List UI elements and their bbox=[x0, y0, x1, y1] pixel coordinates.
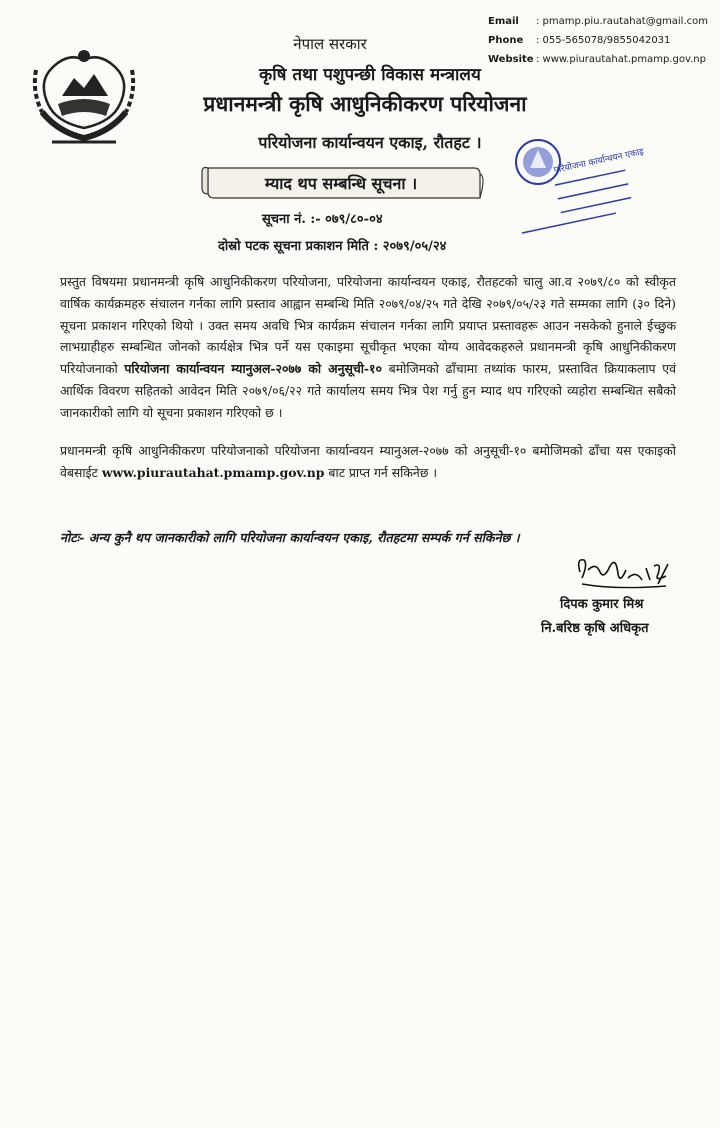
ministry-name: कृषि तथा पशुपन्छी विकास मन्त्रालय bbox=[259, 65, 481, 85]
notice-number: सूचना नं. :- ०७९/८०-०४ bbox=[262, 212, 383, 227]
publish-date: दोस्रो पटक सूचना प्रकाशन मिति : २०७९/०५/२४ bbox=[218, 239, 447, 254]
contact-phone-row bbox=[488, 31, 708, 50]
nepal-emblem-icon bbox=[28, 42, 140, 150]
website-label: Website bbox=[488, 54, 534, 65]
contact-email-row bbox=[488, 12, 708, 31]
project-name: प्रधानमन्त्री कृषि आधुनिकीकरण परियोजना bbox=[203, 91, 527, 116]
paragraph-2-text-a: प्रधानमन्त्री कृषि आधुनिकीकरण परियोजनाको परियोजना कार्यान्वयन म्यानुअल-२०७७ को अनुसूची-१० बमोजिमको ढाँचा यस एकाइको वेबसाईट bbox=[60, 443, 676, 480]
contact-block bbox=[488, 12, 708, 69]
government-name: नेपाल सरकार bbox=[293, 35, 367, 53]
phone-value: : 055-565078/9855042031 bbox=[536, 35, 671, 46]
note-text: नोटः- अन्य कुनै थप जानकारीको लागि परियोजना कार्यान्वयन एकाइ, रौतहटमा सम्पर्क गर्न सकिनेछ । bbox=[60, 530, 520, 545]
handwritten-signature bbox=[566, 550, 676, 592]
email-value[interactable]: : pmamp.piu.rautahat@gmail.com bbox=[536, 16, 708, 27]
paragraph-1-text-a: प्रस्तुत विषयमा प्रधानमन्त्री कृषि आधुनिकीकरण परियोजना, परियोजना कार्यान्वयन एकाइ, रौतहटको चालु आ.व २०७९/८० को स्वीकृत वार्षिक कार्यक्रमहरु संचालन गर्नका लागि प्रस्ताव आह्वान सम्बन्धि मिति २०७९/०४/२५ गते देखि २०७९/०५/२३ गते सम्मका लागि (३० दिने) सूचना प्रकाशन गरिएको थियो । उक्त समय अवधि भित्र कार्यक्रम संचालन गर्नका लागि प्रयाप्त प्रस्तावहरू आउन नसकेको हुनाले ईच्छुक लाभग्राहीहरु सम्बन्धित जोनको कार्यक्षेत्र भित्र पर्ने यस एकाइमा सूचीकृत भएका योग्य आवेदकहरुले प्रधानमन्त्री कृषि आधुनिकीकरण परियोजनाको bbox=[60, 274, 676, 377]
paragraph-1-bold: परियोजना कार्यान्वयन म्यानुअल-२०७७ को अनुसूची-१० bbox=[124, 361, 382, 377]
notice-title: म्याद थप सम्बन्धि सूचना । bbox=[264, 174, 418, 193]
signer-name: दिपक कुमार मिश्र bbox=[560, 597, 644, 612]
signer-title: नि.बरिष्ठ कृषि अधिकृत bbox=[541, 621, 649, 636]
phone-label: Phone bbox=[488, 35, 524, 46]
website-value[interactable]: : www.piurautahat.pmamp.gov.np bbox=[536, 54, 706, 65]
email-label: Email bbox=[488, 16, 519, 27]
paragraph-2-text-b: बाट प्राप्त गर्न सकिनेछ । bbox=[328, 464, 438, 480]
paragraph-1-text-b: बमोजिमको ढाँचामा तथ्यांक फारम, प्रस्तावित क्रियाकलाप एवं आर्थिक विवरण सहितको आवेदन मिति २०७९/०६/२२ गते कार्यालय समय भित्र पेश गर्नु हुन म्याद थप गरिएको व्यहोरा सम्बन्धित सबैको जानकारीको लागि यो सूचना प्रकाशन गरिएको छ । bbox=[60, 361, 676, 420]
notice-paragraph-2 bbox=[60, 440, 676, 484]
unit-name: परियोजना कार्यान्वयन एकाइ, रौतहट । bbox=[258, 133, 482, 152]
office-seal-stamp bbox=[500, 128, 645, 234]
notice-paragraph-1 bbox=[60, 271, 676, 424]
website-link[interactable]: www.piurautahat.pmamp.gov.np bbox=[101, 464, 325, 480]
seal-text: परियोजना कार्यान्वयन एकाइ bbox=[552, 147, 645, 176]
